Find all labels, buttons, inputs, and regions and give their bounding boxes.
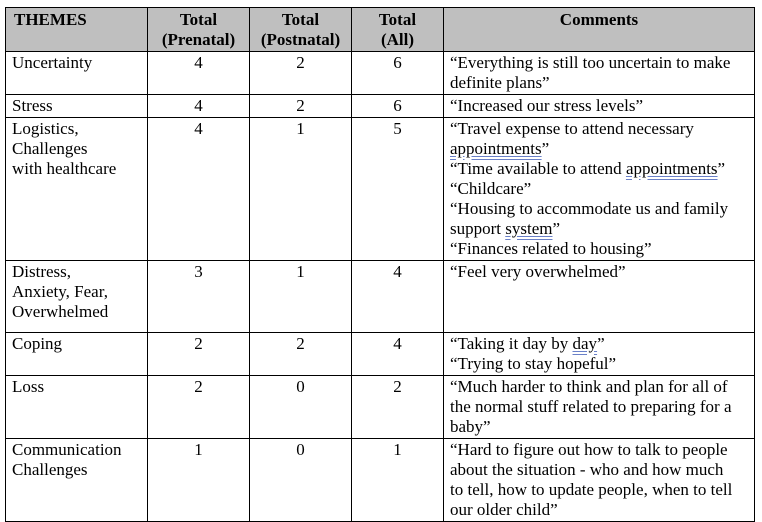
theme-label-line: Loss: [12, 377, 45, 396]
comments-cell: [444, 261, 755, 333]
header-row: [6, 8, 755, 52]
table-row: [6, 118, 755, 261]
total-all-cell: 6: [352, 52, 444, 95]
header-themes: THEMES: [6, 8, 148, 52]
comment-quote-line: our older child”: [450, 500, 558, 519]
total-prenatal-cell: 1: [148, 439, 250, 522]
theme-cell: [6, 333, 148, 376]
themes-table-container: [5, 7, 755, 522]
theme-label-line: Communication: [12, 440, 122, 459]
comment-quote-line: the normal stuff related to preparing for a: [450, 397, 732, 416]
theme-label-line: with healthcare: [12, 159, 117, 178]
table-body: [6, 52, 755, 522]
comment-quote-line: “Increased our stress levels”: [450, 96, 644, 115]
total-prenatal-cell: 2: [148, 333, 250, 376]
comment-quote-line: “Taking it day by day”: [450, 334, 605, 353]
comment-quote-line: “Childcare”: [450, 179, 532, 198]
total-prenatal-cell: 3: [148, 261, 250, 333]
header-total-prenatal: Total (Prenatal): [148, 8, 250, 52]
theme-label-line: Overwhelmed: [12, 302, 109, 321]
theme-label-line: Distress,: [12, 262, 72, 281]
table-row: [6, 376, 755, 439]
theme-cell: [6, 376, 148, 439]
total-postnatal-cell: 0: [250, 376, 352, 439]
comment-quote-line: “Feel very overwhelmed”: [450, 262, 626, 281]
theme-label-line: Challenges: [12, 139, 88, 158]
total-postnatal-cell: 2: [250, 333, 352, 376]
table-row: [6, 439, 755, 522]
theme-label-line: Uncertainty: [12, 53, 93, 72]
comment-quote-line: about the situation - who and how much: [450, 460, 724, 479]
theme-label-line: Challenges: [12, 460, 88, 479]
comments-cell: [444, 376, 755, 439]
header-total-all: Total (All): [352, 8, 444, 52]
total-all-cell: 6: [352, 95, 444, 118]
theme-label-line: Coping: [12, 334, 63, 353]
comment-quote-line: definite plans”: [450, 73, 550, 92]
total-postnatal-cell: 2: [250, 52, 352, 95]
comments-cell: [444, 95, 755, 118]
theme-cell: [6, 95, 148, 118]
table-row: [6, 333, 755, 376]
total-all-cell: 1: [352, 439, 444, 522]
total-postnatal-cell: 1: [250, 118, 352, 261]
comment-quote-line: “Travel expense to attend necessary: [450, 119, 694, 138]
theme-cell: [6, 118, 148, 261]
themes-table: [5, 7, 755, 522]
comment-quote-line: “Finances related to housing”: [450, 239, 652, 258]
comment-quote-line: baby”: [450, 417, 491, 436]
comment-quote-line: “Hard to figure out how to talk to people: [450, 440, 728, 459]
comment-quote-line: to tell, how to update people, when to tell: [450, 480, 733, 499]
theme-label-line: Stress: [12, 96, 53, 115]
total-prenatal-cell: 4: [148, 52, 250, 95]
total-prenatal-cell: 4: [148, 118, 250, 261]
comments-cell: [444, 118, 755, 261]
comment-quote-line: “Trying to stay hopeful”: [450, 354, 617, 373]
comments-cell: [444, 333, 755, 376]
theme-cell: [6, 52, 148, 95]
total-all-cell: 5: [352, 118, 444, 261]
comments-cell: [444, 52, 755, 95]
comments-cell: [444, 439, 755, 522]
total-all-cell: 4: [352, 333, 444, 376]
table-row: [6, 261, 755, 333]
theme-label-line: Logistics,: [12, 119, 79, 138]
total-postnatal-cell: 1: [250, 261, 352, 333]
theme-cell: [6, 261, 148, 333]
total-prenatal-cell: 2: [148, 376, 250, 439]
total-postnatal-cell: 0: [250, 439, 352, 522]
total-all-cell: 4: [352, 261, 444, 333]
theme-label-line: Anxiety, Fear,: [12, 282, 108, 301]
table-row: [6, 95, 755, 118]
total-postnatal-cell: 2: [250, 95, 352, 118]
total-all-cell: 2: [352, 376, 444, 439]
comment-quote-line: “Housing to accommodate us and family: [450, 199, 729, 218]
comment-quote-line: “Everything is still too uncertain to make: [450, 53, 731, 72]
comment-quote-line: “Time available to attend appointments”: [450, 159, 726, 178]
header-comments: Comments: [444, 8, 755, 52]
comment-quote-line: “Much harder to think and plan for all of: [450, 377, 728, 396]
table-row: [6, 52, 755, 95]
comment-quote-line: appointments”: [450, 139, 550, 158]
comment-quote-line: support system”: [450, 219, 561, 238]
header-total-postnatal: Total (Postnatal): [250, 8, 352, 52]
theme-cell: [6, 439, 148, 522]
total-prenatal-cell: 4: [148, 95, 250, 118]
